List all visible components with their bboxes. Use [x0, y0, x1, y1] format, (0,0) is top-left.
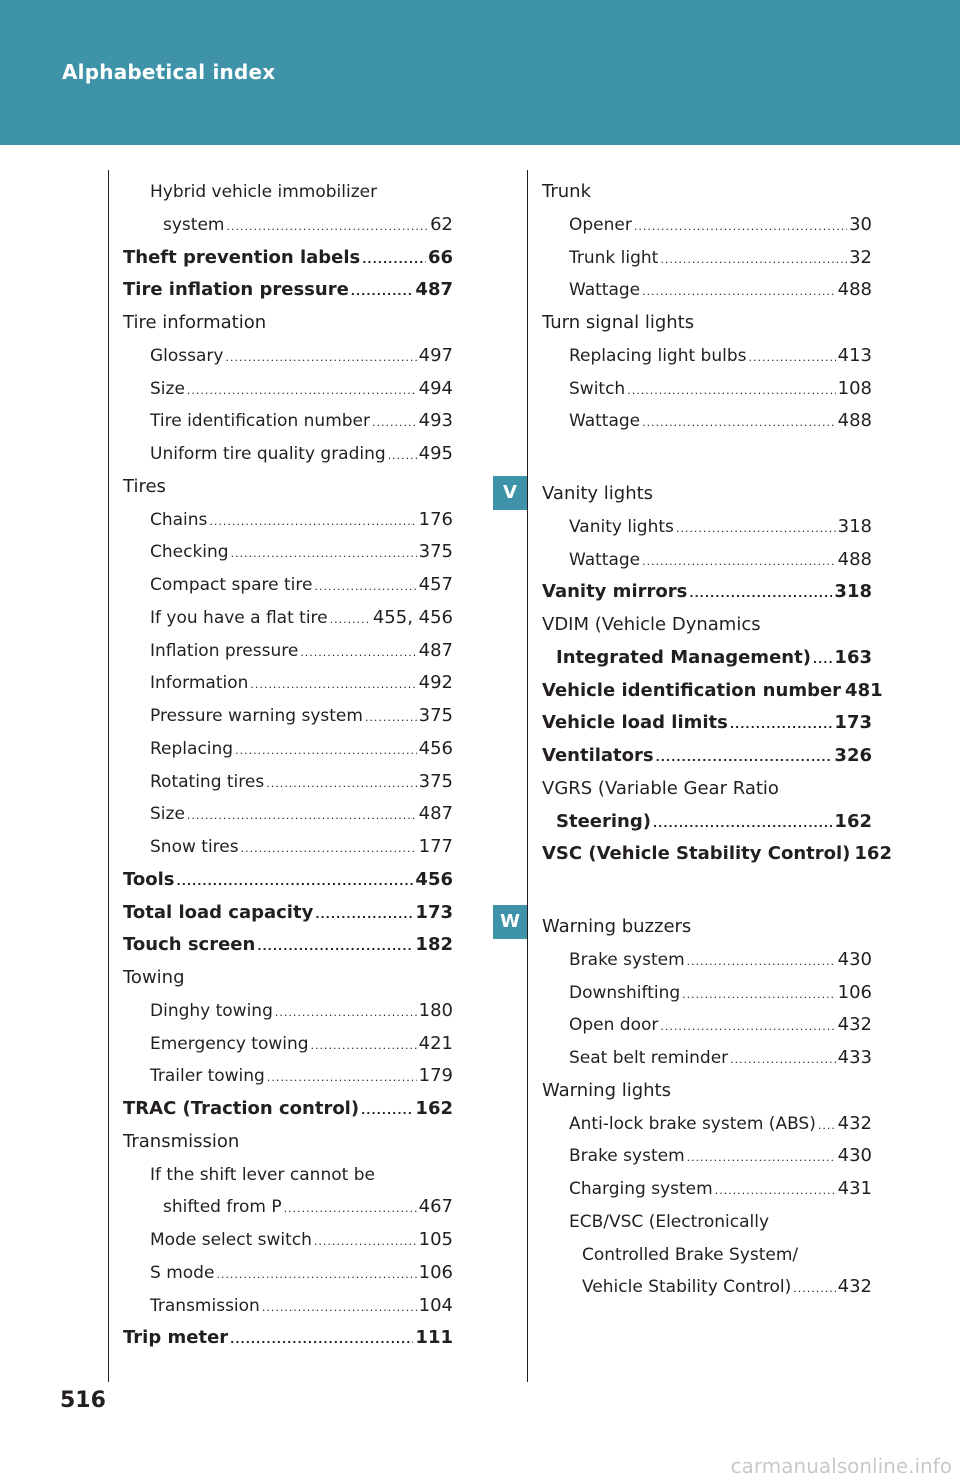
index-entry[interactable] [123, 700, 453, 733]
leader-dots [361, 1095, 413, 1128]
section-tab-v[interactable]: V [493, 476, 527, 510]
leader-dots [257, 931, 413, 964]
leader-dots [793, 1273, 835, 1306]
index-entry [123, 1126, 453, 1159]
index-entry-page[interactable]: 481 [845, 679, 883, 701]
header-band [0, 0, 960, 145]
index-entry [542, 1206, 872, 1239]
index-entry-page[interactable]: 413 [837, 344, 872, 366]
index-entry[interactable] [123, 864, 453, 897]
index-entry-page[interactable]: 179 [418, 1065, 453, 1087]
index-entry [123, 307, 453, 340]
leader-dots [627, 375, 835, 408]
index-entry-term: Vehicle Stability Control) [582, 1277, 792, 1298]
leader-dots [660, 244, 847, 277]
index-entry-page[interactable]: 375 [418, 541, 453, 563]
leader-dots [262, 1292, 417, 1325]
index-entry-page[interactable]: 111 [415, 1327, 453, 1349]
index-entry-term: Size [150, 804, 185, 825]
index-entry-term: Steering) [556, 810, 651, 832]
index-entry [542, 773, 872, 806]
index-entry-page[interactable]: 318 [834, 581, 872, 603]
index-entry-term: Tools [123, 868, 175, 890]
index-entry-page[interactable]: 456 [418, 737, 453, 759]
leader-dots [365, 702, 417, 735]
leader-dots [177, 866, 414, 899]
index-entry-page[interactable]: 487 [418, 803, 453, 825]
index-entry[interactable] [123, 831, 453, 864]
index-entry-page[interactable]: 430 [837, 948, 872, 970]
index-entry-term: Replacing [150, 738, 234, 759]
index-entry [542, 609, 872, 642]
leader-dots [275, 997, 417, 1030]
index-entry [542, 911, 872, 944]
index-entry-term: Transmission [123, 1130, 240, 1152]
index-entry-term: Emergency towing [150, 1033, 309, 1054]
leader-dots [284, 1193, 417, 1226]
index-entry[interactable] [542, 1140, 872, 1173]
index-entry [123, 471, 453, 504]
index-entry-term: Downshifting [569, 982, 681, 1003]
index-entry-page[interactable]: 492 [418, 672, 453, 694]
index-entry-page[interactable]: 105 [418, 1229, 453, 1250]
index-entry[interactable] [542, 576, 872, 609]
index-entry[interactable] [123, 635, 453, 668]
index-entry-term: shifted from P [163, 1197, 282, 1218]
index-entry[interactable] [123, 504, 453, 537]
index-entry-page[interactable]: 494 [418, 377, 453, 399]
index-entry[interactable] [123, 929, 453, 962]
leader-dots [235, 735, 417, 768]
index-entry[interactable] [542, 1173, 872, 1206]
index-entry [542, 307, 872, 340]
index-entry[interactable] [123, 438, 453, 471]
leader-dots [225, 342, 416, 375]
index-entry[interactable] [542, 642, 872, 675]
leader-dots [314, 571, 416, 604]
index-entry[interactable] [123, 405, 453, 438]
index-entry-term: If you have a flat tire [150, 607, 328, 628]
index-entry-page[interactable]: 497 [418, 344, 453, 366]
index-entry[interactable] [542, 1271, 872, 1304]
index-entry-term: Vehicle identification number [542, 679, 842, 701]
index-entry[interactable] [542, 405, 872, 438]
leader-dots [715, 1175, 836, 1208]
index-entry-term: VSC (Vehicle Stability Control) [542, 843, 851, 865]
leader-dots [388, 440, 417, 473]
index-entry[interactable] [123, 1257, 453, 1290]
index-entry-page[interactable]: 173 [834, 712, 872, 734]
index-entry-page[interactable]: 176 [418, 508, 453, 530]
index-entry-term: Trunk [542, 181, 591, 202]
index-entry [542, 478, 872, 511]
leader-dots [241, 833, 417, 866]
leader-dots [653, 808, 832, 841]
index-entry-term: Wattage [569, 280, 641, 301]
index-entry-term: Hybrid vehicle immobilizer [150, 182, 378, 202]
index-entry-page[interactable]: 173 [415, 901, 453, 923]
index-entry-term: Total load capacity [123, 901, 314, 923]
index-entry-page[interactable]: 162 [834, 810, 872, 832]
index-section-w [542, 911, 872, 1304]
index-entry[interactable] [542, 544, 872, 577]
index-section-v [542, 478, 892, 871]
index-entry[interactable] [542, 944, 872, 977]
index-entry-term: TRAC (Traction control) [123, 1098, 360, 1119]
index-entry[interactable] [123, 1290, 453, 1323]
index-entry[interactable] [542, 675, 883, 708]
leader-dots [682, 979, 835, 1012]
leader-dots [250, 669, 416, 702]
leader-dots [362, 244, 426, 277]
leader-dots [314, 1226, 417, 1259]
leader-dots [216, 1259, 416, 1292]
index-entry-page[interactable]: 177 [418, 836, 453, 857]
index-entry[interactable] [123, 1028, 453, 1061]
index-entry-term: Vanity lights [542, 483, 654, 504]
index-entry-page[interactable]: 467 [418, 1196, 453, 1218]
index-entry[interactable] [542, 373, 872, 406]
index-entry-page[interactable]: 162 [854, 843, 892, 865]
index-entry-term: Warning buzzers [542, 916, 692, 937]
index-entry [123, 962, 453, 995]
index-entry-page[interactable]: 493 [418, 410, 453, 432]
index-entry[interactable] [542, 340, 872, 373]
leader-dots [642, 276, 836, 309]
index-entry[interactable] [123, 667, 453, 700]
index-entry-page[interactable]: 488 [837, 548, 872, 570]
index-entry-term: Size [150, 378, 185, 399]
index-entry[interactable] [123, 1093, 453, 1126]
index-entry-term: Integrated Management) [556, 646, 811, 668]
index-entry-term: Vanity lights [569, 516, 674, 537]
index-entry-page[interactable]: 456 [415, 868, 453, 890]
index-entry-term: Seat belt reminder [569, 1048, 729, 1068]
index-entry-page[interactable]: 104 [418, 1294, 453, 1316]
leader-dots [300, 637, 416, 670]
index-entry[interactable] [123, 536, 453, 569]
index-entry-page[interactable]: 162 [415, 1098, 453, 1119]
index-entry[interactable] [542, 1042, 872, 1075]
index-entry-term: Tire identification number [150, 411, 370, 432]
leader-dots [660, 1011, 835, 1044]
footer-watermark: carmanualsonline.info [730, 1454, 952, 1478]
index-entry-page[interactable]: 487 [415, 279, 453, 301]
leader-dots [687, 946, 836, 979]
index-entry[interactable] [542, 511, 872, 544]
index-entry [123, 176, 453, 209]
index-entry-term: Compact spare tire [150, 575, 313, 595]
index-entry[interactable] [123, 1191, 453, 1224]
index-entry-term: ECB/VSC (Electronically [569, 1211, 770, 1232]
index-entry-term: Pressure warning system [150, 706, 363, 726]
index-entry [542, 176, 872, 209]
index-entry-term: VDIM (Vehicle Dynamics [542, 614, 761, 635]
index-entry[interactable] [542, 806, 872, 839]
leader-dots [209, 506, 416, 539]
index-section-t [542, 176, 872, 438]
index-entry[interactable] [123, 569, 453, 602]
index-entry[interactable] [542, 242, 872, 275]
index-entry-page[interactable]: 326 [834, 745, 872, 766]
index-entry[interactable] [123, 209, 453, 242]
index-entry[interactable] [542, 274, 872, 307]
leader-dots [311, 1030, 417, 1063]
index-entry-page[interactable]: 455, 456 [372, 606, 453, 628]
index-entry-term: Wattage [569, 549, 641, 570]
index-entry-page[interactable]: 430 [837, 1145, 872, 1167]
leader-dots [730, 709, 833, 742]
index-entry[interactable] [542, 838, 892, 871]
index-entry-page[interactable]: 421 [418, 1032, 453, 1054]
index-entry-term: Mode select switch [150, 1230, 312, 1250]
leader-dots [634, 211, 847, 244]
index-entry[interactable] [123, 340, 453, 373]
index-entry-page[interactable]: 163 [834, 646, 872, 668]
index-entry-page[interactable]: 488 [837, 410, 872, 432]
index-entry-page[interactable]: 431 [837, 1178, 872, 1199]
index-entry-page[interactable]: 375 [418, 705, 453, 726]
index-entry-term: Trip meter [123, 1327, 229, 1349]
leader-dots [656, 742, 833, 775]
index-entry[interactable] [123, 766, 453, 799]
index-entry-term: Glossary [150, 345, 224, 366]
index-entry-page[interactable]: 433 [837, 1047, 872, 1068]
leader-dots [687, 1142, 836, 1175]
index-entry-term: Inflation pressure [150, 640, 299, 661]
section-tab-w[interactable]: W [493, 905, 527, 939]
index-entry-term: Open door [569, 1015, 659, 1036]
index-entry-term: Dinghy towing [150, 1000, 273, 1021]
index-entry-page[interactable]: 182 [415, 934, 453, 956]
index-entry[interactable] [123, 897, 453, 930]
index-entry-page[interactable]: 487 [418, 639, 453, 661]
index-entry-term: Wattage [569, 411, 641, 432]
index-entry-term: If the shift lever cannot be [150, 1164, 375, 1185]
index-entry-term: Brake system [569, 1146, 685, 1167]
index-entry [123, 1159, 453, 1192]
index-entry[interactable] [123, 798, 453, 831]
index-entry-term: Touch screen [123, 934, 256, 956]
index-entry-term: Tire inflation pressure [123, 279, 349, 301]
leader-dots [749, 342, 836, 375]
index-entry[interactable] [123, 602, 453, 635]
column-divider-left [108, 170, 109, 1382]
index-entry-page[interactable]: 432 [837, 1276, 872, 1298]
column-divider-right [527, 170, 528, 1382]
leader-dots [351, 276, 414, 309]
index-entry-term: Anti-lock brake system (ABS) [569, 1113, 816, 1134]
index-entry[interactable] [123, 274, 453, 307]
index-entry-term: Rotating tires [150, 771, 265, 792]
index-entry-term: Chains [150, 509, 208, 530]
leader-dots [642, 546, 836, 579]
leader-dots [330, 604, 371, 637]
index-entry[interactable] [123, 1060, 453, 1093]
index-entry[interactable] [542, 209, 872, 242]
index-entry-term: Theft prevention labels [123, 246, 361, 268]
leader-dots [231, 538, 417, 571]
index-column-left [123, 176, 453, 1355]
index-entry-term: Turn signal lights [542, 312, 695, 333]
index-entry-term: Replacing light bulbs [569, 345, 747, 366]
index-entry[interactable] [542, 1108, 872, 1141]
index-entry-term: Tire information [123, 312, 267, 333]
leader-dots [813, 644, 833, 677]
leader-dots [730, 1044, 835, 1077]
page-number: 516 [60, 1388, 106, 1413]
index-entry-page[interactable]: 62 [430, 213, 453, 235]
index-entry-term: Uniform tire quality grading [150, 444, 386, 464]
index-entry-page[interactable]: 375 [418, 770, 453, 792]
index-column-right [542, 176, 892, 1304]
index-entry-term: Information [150, 673, 249, 694]
index-entry[interactable] [542, 707, 872, 740]
index-entry-term: Transmission [150, 1295, 260, 1316]
index-entry-term: Warning lights [542, 1079, 671, 1101]
index-entry-page[interactable]: 106 [837, 981, 872, 1003]
index-entry-page[interactable]: 488 [837, 279, 872, 301]
index-entry[interactable] [542, 740, 872, 773]
index-entry-page[interactable]: 108 [837, 377, 872, 399]
index-entry[interactable] [123, 733, 453, 766]
index-entry-term: Ventilators [542, 745, 654, 766]
leader-dots [230, 1324, 413, 1357]
leader-dots [187, 800, 417, 833]
index-entry-page[interactable]: 66 [427, 246, 453, 268]
leader-dots [226, 211, 428, 244]
index-entry-term: VGRS (Variable Gear Ratio [542, 777, 779, 799]
leader-dots [642, 407, 836, 440]
index-entry-term: Opener [569, 214, 632, 235]
index-entry-page[interactable]: 180 [418, 999, 453, 1021]
index-entry-term: Snow tires [150, 837, 239, 857]
index-entry-term: Towing [123, 967, 185, 988]
leader-dots [266, 768, 416, 801]
index-entry-term: Vehicle load limits [542, 712, 728, 734]
index-entry-term: Switch [569, 378, 626, 399]
index-entry[interactable] [123, 995, 453, 1028]
index-entry-term: system [163, 214, 225, 235]
index-entry-page[interactable]: 432 [837, 1112, 872, 1134]
index-entry [542, 1075, 872, 1108]
leader-dots [267, 1062, 417, 1095]
index-entry [542, 1239, 872, 1272]
index-entry[interactable] [123, 373, 453, 406]
index-entry-term: Brake system [569, 949, 685, 970]
index-entry-term: Checking [150, 542, 229, 563]
leader-dots [187, 375, 417, 408]
leader-dots [315, 899, 413, 932]
index-entry[interactable] [123, 1224, 453, 1257]
leader-dots [372, 407, 417, 440]
index-entry-term: S mode [150, 1262, 215, 1283]
leader-dots [818, 1110, 836, 1143]
index-entry[interactable] [123, 1322, 453, 1355]
index-entry[interactable] [123, 242, 453, 275]
index-entry-term: Tires [123, 475, 166, 497]
index-entry-term: Controlled Brake System/ [582, 1244, 799, 1265]
index-entry-page[interactable]: 106 [418, 1261, 453, 1283]
index-entry-page[interactable]: 495 [418, 443, 453, 464]
leader-dots [676, 513, 836, 546]
index-entry-page[interactable]: 30 [849, 213, 872, 235]
index-entry-page[interactable]: 457 [418, 574, 453, 595]
page-title: Alphabetical index [62, 60, 276, 84]
index-entry[interactable] [542, 1009, 872, 1042]
index-entry-page[interactable]: 318 [837, 515, 872, 537]
index-entry-page[interactable]: 32 [849, 246, 872, 268]
index-entry-term: Trunk light [569, 247, 659, 268]
index-entry-term: Trailer towing [150, 1066, 265, 1087]
index-entry-term: Vanity mirrors [542, 581, 688, 603]
index-entry[interactable] [542, 977, 872, 1010]
leader-dots [689, 578, 832, 611]
index-entry-term: Charging system [569, 1179, 713, 1199]
index-entry-page[interactable]: 432 [837, 1014, 872, 1036]
